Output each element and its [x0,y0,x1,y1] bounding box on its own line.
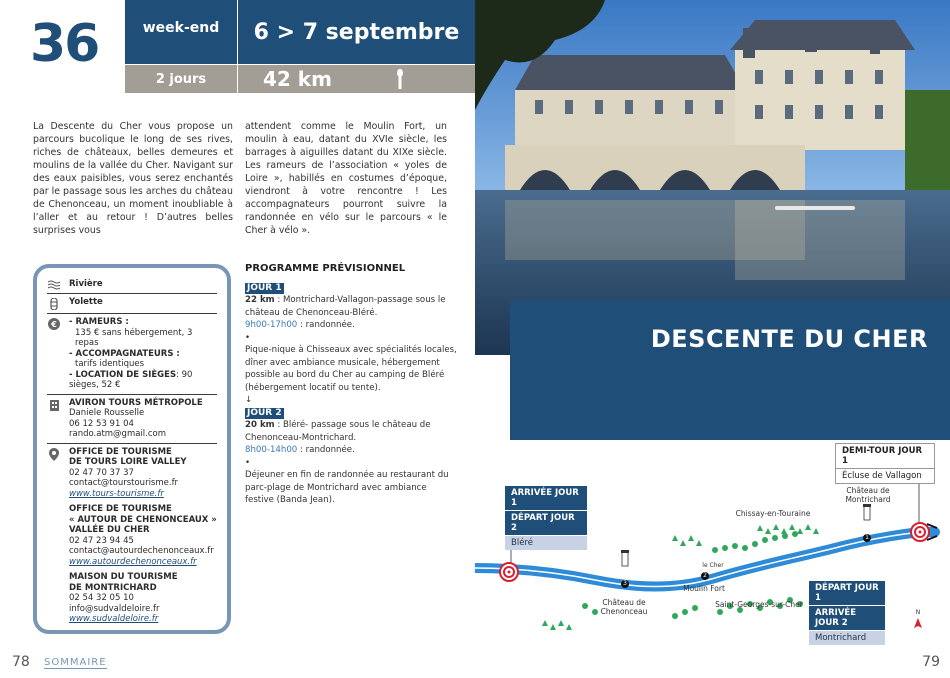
location-label: LOCATION DE SIÈGES [75,369,177,380]
price-row: € - RAMEURS : 135 € sans hébergement, 3 repas - ACCOMPAGNATEURS : tarifs identiques - LOCATION DE SIÈGES: 90 sièges, 52 € [47,314,217,395]
svg-text:€: € [51,320,57,329]
oar-icon [397,69,403,89]
day1-note: Pique-nique à Chisseaux avec spécialités locales, dîner avec ambiance musicale, hébergement possible au bord du Cher au camping de Bléré (hébergement locatif ou tente). [245,345,457,393]
programme-title: PROGRAMME PRÉVISIONNEL [245,263,406,274]
label-le-cher: le Cher [702,562,724,569]
route-number: 36 [30,14,99,74]
tourism-web-link-2[interactable]: www.autourdechenonceaux.fr [69,556,197,567]
waves-icon [48,280,60,290]
programme: PROGRAMME PRÉVISIONNEL JOUR 1 22 km : Montrichard-Vallagon-passage sous le château de Chenonceau-Bléré. 9h00-17h00 : randonnée. • Pique-nique à Chisseaux avec spécialités locales, dîner avec ambiance musicale, hébergement possible au bord du Cher au camping de Bléré (hébergement locatif ou tente). ↓ JOUR 2 20 km : Bléré- passage sous le château de Chenonceau-Montrichard. 8h00-14h00 : randonnée. • Déjeuner en fin de randonnée au restaurant du parc-plage de Montrichard avec ambiance festive (Banda Jean). [245,263,457,505]
label-chateau-montrichard: Château de Montrichard [845,486,891,504]
right-page [475,0,950,678]
north-label: N [915,609,921,616]
rameurs-label: RAMEURS : [75,317,129,327]
club-contact: Daniele Rousselle [69,408,145,418]
label-saint-georges: Saint-Georges-sur-Cher [715,600,803,609]
water-type: Rivière [69,279,103,289]
intro-text-col1: La Descente du Cher vous propose un parcours bucolique le long de ses rives, riches de châteaux, belles demeures et moulins de la vallée du Cher. Navigant sur des eaux paisibles, vous serez enchantés par le passage sous les arches du château de Chenonceau, un moment inoubliable à l’aller et au retour ! D’autres belles surprises vous [33,121,233,236]
start-target-left [500,563,518,581]
label-chissay: Chissay-en-Touraine [735,509,811,518]
water-type-row [47,276,217,294]
tourism-row [47,444,217,628]
distance-value: 42 km [263,67,332,91]
distance-label [238,65,475,93]
montrichard-box: DÉPART JOUR 1 ARRIVÉE JOUR 2 Montrichard [809,581,885,645]
sommaire-link[interactable]: SOMMAIRE [44,657,107,668]
tourism-office-1: OFFICE DE TOURISME DE TOURS LOIRE VALLEY 02 47 70 37 37 contact@tourstourisme.fr www.tours-tourisme.fr [69,447,217,500]
north-arrow-icon [914,618,922,628]
tourism-office-2: OFFICE DE TOURISME « AUTOUR DE CHENONCEAUX » VALLÉE DU CHER 02 47 23 94 45 contact@autourdechenonceaux.fr www.autourdechenonceaux.fr [69,504,217,567]
info-box [33,264,231,634]
castle-icon-montrichard [863,504,871,520]
title-band [510,300,950,440]
rameurs-value: 135 € sans hébergement, 3 repas [75,327,193,348]
page-number-left: 78 [12,654,30,670]
intro-text-col2: attendent comme le Moulin Fort, un moulin à eau, datant du XVIe siècle, les barrages à aiguilles datant du XIXe siècle. Les rameurs de l’association « yoles de Loire », habillés en costumes d’époque, viendront à votre rencontre ! Les accompagnateurs pourront suivre la randonnée en vélo sur le parcours « le Cher à vélo ». [245,121,447,236]
tourism-office-3: MAISON DU TOURISME DE MONTRICHARD 02 54 32 05 10 info@sudvaldeloire.fr www.sudvaldeloire.fr [69,572,217,625]
club-email[interactable]: rando.atm@gmail.com [69,429,167,439]
club-phone: 06 12 53 91 04 [69,418,134,429]
euro-icon [48,318,60,330]
route-title: DESCENTE DU CHER [650,325,928,353]
page-number-right: 79 [922,654,940,670]
castle-icon-chenonceau [621,550,629,566]
day1-label: JOUR 1 [247,282,282,293]
club-row [47,395,217,444]
boat-icon [49,298,59,310]
label-moulin-fort: Moulin Fort [683,584,725,593]
day2-note: Déjeuner en fin de randonnée au restaurant du parc-plage de Montrichard avec ambiance festive (Banda Jean). [245,470,449,505]
tourism-web-link-1[interactable]: www.tours-tourisme.fr [69,488,164,499]
location-pin-icon [49,448,59,461]
day2-label: JOUR 2 [247,407,282,418]
demi-tour-box: DEMI-TOUR JOUR 1 Écluse de Vallagon [835,443,935,484]
accomp-value: tarifs identiques [75,359,145,369]
marker-1: 1 [865,534,869,541]
boat-type: Yolette [69,297,103,307]
club-name: AVIRON TOURS MÉTROPOLE [69,397,203,408]
location-value: : 90 sièges, 52 € [69,369,193,390]
tourism-web-link-3[interactable]: www.sudvaldeloire.fr [69,614,159,624]
marker-3: 3 [623,580,627,587]
route-map [475,440,950,645]
arrow-down-icon: ↓ [245,395,253,405]
days-label: 2 jours [125,65,237,93]
label-chateau-chenonceau: Château de Chenonceau [600,598,648,616]
blere-box: ARRIVÉE JOUR 1 DÉPART JOUR 2 Bléré [505,486,587,550]
accomp-label: ACCOMPAGNATEURS : [75,348,180,359]
weekend-label: week-end [125,0,237,64]
marker-2: 2 [703,572,707,579]
dates-label: 6 > 7 septembre [238,0,475,64]
boat-type-row [47,294,217,314]
building-icon [49,399,60,411]
